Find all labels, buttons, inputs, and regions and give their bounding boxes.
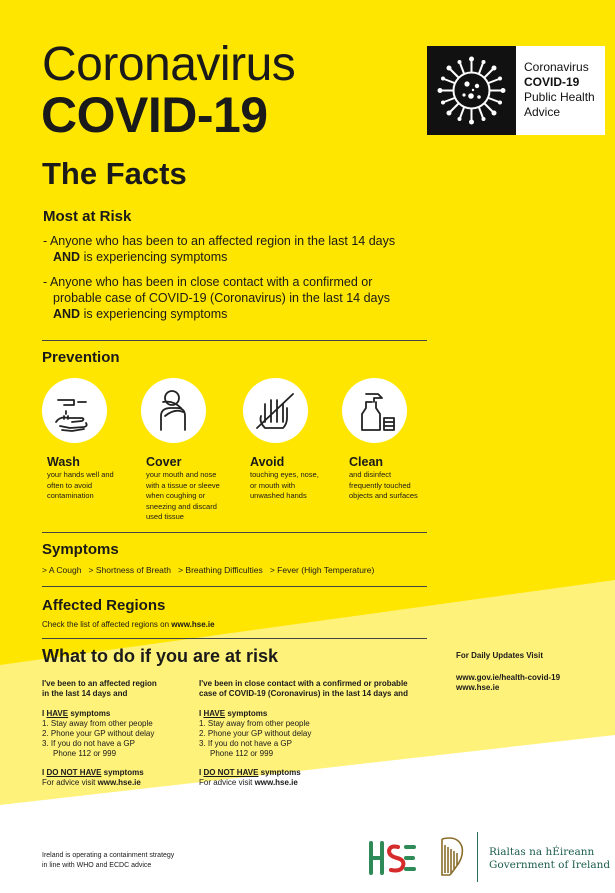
badge-line1: Coronavirus: [524, 60, 589, 74]
risk-bullet-1-line2: [43, 249, 395, 265]
risk-bullet-1-and: AND: [53, 250, 81, 264]
risk-bullet-2-and: AND: [53, 307, 81, 321]
col1-intro-1: I've been to an affected region: [42, 679, 157, 688]
col2-not-suffix: symptoms: [258, 768, 301, 777]
daily-updates-heading: For Daily Updates Visit: [456, 651, 543, 660]
spray-bottle-icon: [342, 378, 407, 443]
risk-bullet-1-line1: - Anyone who has been to an affected region in the last 14 days: [43, 234, 396, 248]
col1-step-3: 3. If you do not have a GP: [42, 739, 135, 748]
col2-advice-link[interactable]: www.hse.ie: [254, 778, 298, 787]
hand-wash-icon: [42, 378, 107, 443]
col2-advice-prefix: For advice visit: [199, 778, 255, 787]
col2-have-symptoms: [199, 709, 439, 719]
cover-cough-icon: [141, 378, 206, 443]
hse-logo: [368, 839, 416, 877]
no-touch-icon: [243, 378, 308, 443]
wash-desc-3: contamination: [47, 491, 94, 500]
risk-column-close-contact: [199, 679, 439, 788]
avoid-desc-3: unwashed hands: [250, 491, 307, 500]
col1-have-u: HAVE: [46, 709, 69, 718]
gov-divider: [477, 832, 478, 882]
risk-bullet-1: [43, 233, 395, 265]
clean-desc-2: frequently touched: [349, 480, 411, 490]
prevention-title-cover: Cover: [146, 455, 182, 469]
col2-step-3b: Phone 112 or 999: [210, 749, 274, 758]
col2-have-u: HAVE: [203, 709, 226, 718]
what-to-do-heading: What to do if you are at risk: [42, 646, 279, 666]
col2-have-prefix: I: [199, 709, 204, 718]
clean-desc-1: and disinfect: [349, 470, 392, 479]
symptoms-list: > A Cough > Shortness of Breath > Breathing Difficulties > Fever (High Temperature): [42, 565, 375, 575]
affected-text-prefix: Check the list of affected regions on: [42, 620, 172, 629]
avoid-desc-2: or mouth with: [250, 480, 296, 490]
col1-have-prefix: I: [42, 709, 47, 718]
col1-advice-link[interactable]: www.hse.ie: [97, 778, 141, 787]
daily-updates: [456, 651, 606, 693]
containment-note-1: Ireland is operating a containment strategy: [42, 852, 175, 859]
updates-link-hse[interactable]: www.hse.ie: [456, 683, 500, 692]
title-line1: Coronavirus: [42, 38, 296, 91]
updates-link-gov[interactable]: www.gov.ie/health-covid-19: [456, 673, 561, 682]
affected-link[interactable]: www.hse.ie: [171, 620, 215, 629]
page-subtitle: The Facts: [42, 156, 187, 191]
col1-step-1: 1. Stay away from other people: [42, 719, 153, 728]
divider: [42, 340, 427, 341]
prevention-desc-wash: [47, 470, 114, 502]
col1-not-have-symptoms: [42, 768, 192, 778]
avoid-desc-1: touching eyes, nose,: [250, 470, 319, 479]
col1-not-u: DO NOT HAVE: [46, 768, 102, 777]
wash-desc-2: often to avoid: [47, 480, 93, 490]
prevention-title-avoid: Avoid: [250, 455, 285, 469]
col2-have-suffix: symptoms: [225, 709, 268, 718]
col1-advice-prefix: For advice visit: [42, 778, 98, 787]
prevention-desc-clean: [349, 470, 418, 502]
col1-not-prefix: I: [42, 768, 47, 777]
col2-intro-1: I've been in close contact with a confirmed or probable: [199, 679, 408, 688]
col2-step-2: 2. Phone your GP without delay: [199, 729, 312, 738]
gov-line-english: Government of Ireland: [489, 859, 611, 871]
col1-have-symptoms: [42, 709, 192, 719]
col1-intro-2: in the last 14 days and: [42, 689, 128, 698]
col1-step-3b: Phone 112 or 999: [53, 749, 117, 758]
symptoms-heading: Symptoms: [42, 541, 119, 558]
prevention-desc-avoid: [250, 470, 319, 502]
col1-advice: [42, 778, 192, 788]
cover-desc-5: used tissue: [146, 512, 184, 521]
harp-emblem-icon: [436, 835, 466, 879]
prevention-title-wash: Wash: [47, 455, 80, 469]
col1-not-suffix: symptoms: [101, 768, 144, 777]
badge-line4: Advice: [524, 105, 561, 119]
col2-not-prefix: I: [199, 768, 204, 777]
public-health-badge: [427, 46, 605, 135]
containment-note: [42, 851, 174, 870]
risk-bullet-2-rest: is experiencing symptoms: [80, 307, 228, 321]
risk-bullet-2-line2: probable case of COVID-19 (Coronavirus) in the last 14 days: [53, 291, 390, 305]
col2-intro-2: case of COVID-19 (Coronavirus) in the last 14 days and: [199, 689, 408, 698]
col1-step-2: 2. Phone your GP without delay: [42, 729, 155, 738]
most-at-risk-heading: Most at Risk: [43, 208, 132, 225]
col2-step-1: 1. Stay away from other people: [199, 719, 310, 728]
risk-bullet-2: [43, 274, 390, 322]
affected-regions-text: [42, 620, 215, 630]
risk-bullet-2-line3: [43, 306, 390, 322]
col2-advice: [199, 778, 439, 788]
clean-desc-3: objects and surfaces: [349, 491, 418, 500]
wash-desc-1: your hands well and: [47, 470, 114, 479]
divider: [42, 638, 427, 639]
badge-line2: COVID-19: [524, 75, 580, 89]
prevention-desc-cover: [146, 470, 220, 523]
divider: [42, 586, 427, 587]
prevention-title-clean: Clean: [349, 455, 384, 469]
government-of-ireland-logo: [489, 846, 610, 872]
col2-step-3: 3. If you do not have a GP: [199, 739, 292, 748]
col2-not-have-symptoms: [199, 768, 439, 778]
cover-desc-3: when coughing or: [146, 491, 206, 500]
risk-column-affected-region: [42, 679, 192, 788]
badge-text: [524, 60, 595, 120]
title-line2: COVID-19: [41, 87, 268, 143]
risk-bullet-2-line1: - Anyone who has been in close contact with a confirmed or: [43, 275, 373, 289]
badge-line3: Public Health: [524, 90, 595, 104]
affected-regions-heading: Affected Regions: [42, 597, 166, 614]
containment-note-2: in line with WHO and ECDC advice: [42, 861, 152, 869]
cover-desc-2: with a tissue or sleeve: [146, 480, 220, 490]
prevention-heading: Prevention: [42, 349, 120, 366]
cover-desc-4: sneezing and discard: [146, 501, 217, 511]
virus-icon: [427, 46, 516, 135]
col2-not-u: DO NOT HAVE: [203, 768, 259, 777]
gov-line-irish: Rialtas na hÉireann: [489, 846, 595, 858]
col1-have-suffix: symptoms: [68, 709, 111, 718]
cover-desc-1: your mouth and nose: [146, 470, 217, 479]
risk-bullet-1-rest: is experiencing symptoms: [80, 250, 228, 264]
divider: [42, 532, 427, 533]
